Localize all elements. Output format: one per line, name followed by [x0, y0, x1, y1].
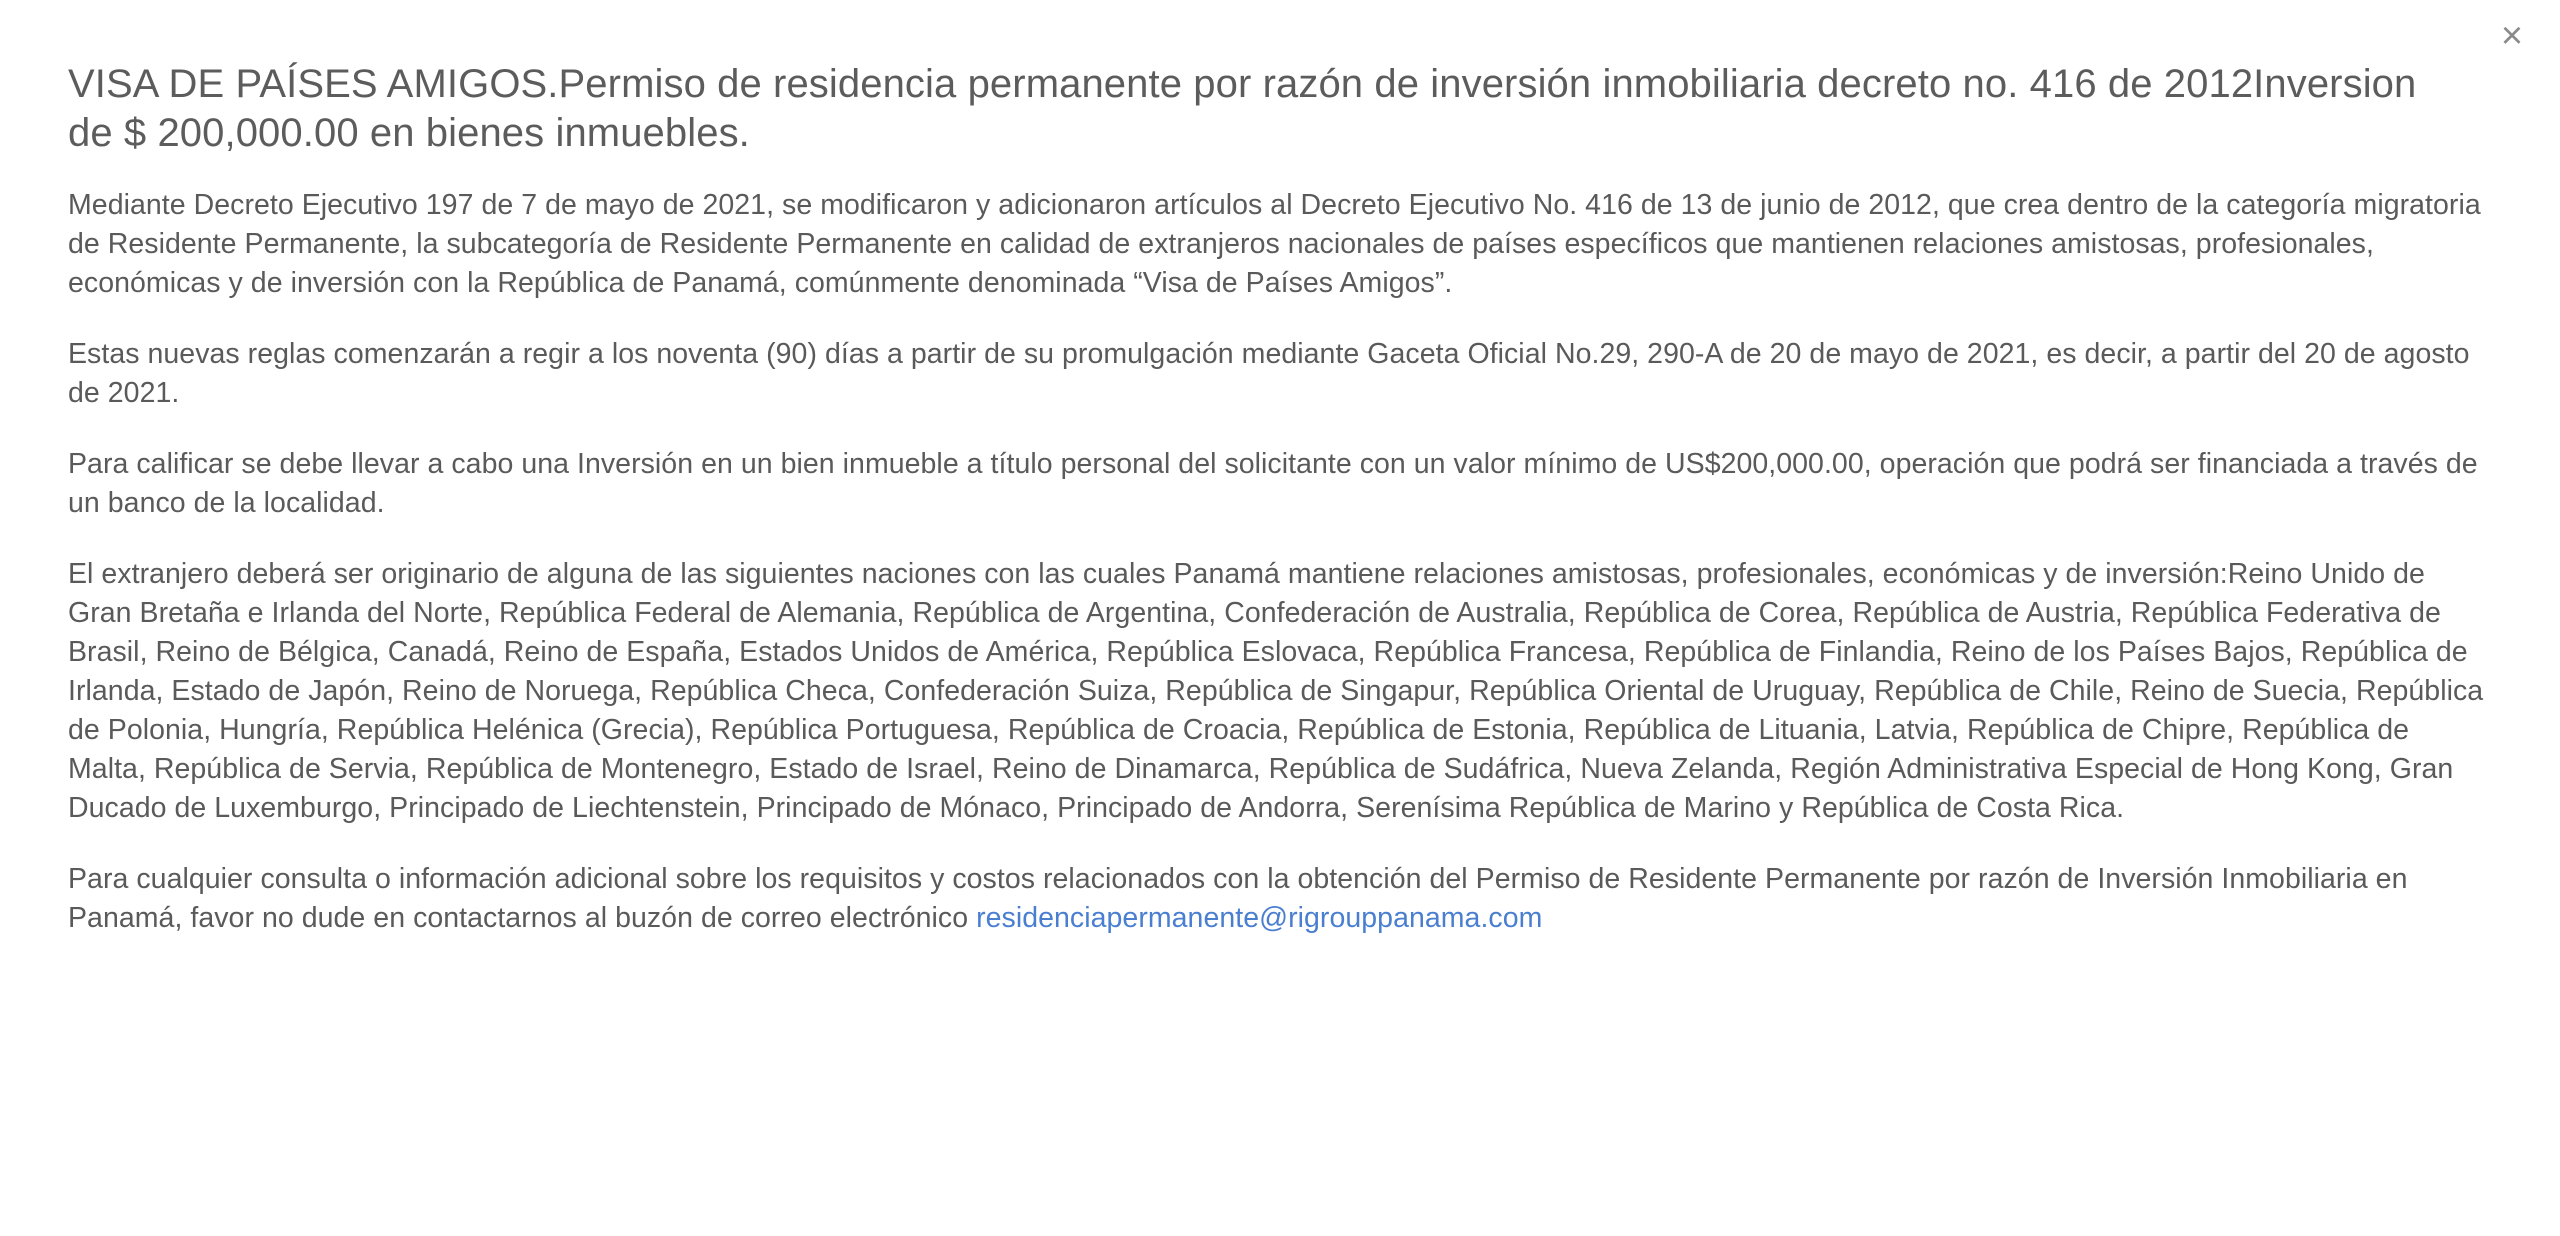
close-icon[interactable]: ×: [2500, 15, 2524, 57]
page-title: VISA DE PAÍSES AMIGOS.Permiso de residencia permanente por razón de inversión inmobiliaria decreto no. 416 de 2012Inversion de $ 200,000.00 en bienes inmuebles.: [68, 62, 2417, 155]
paragraph-decreto: Mediante Decreto Ejecutivo 197 de 7 de mayo de 2021, se modificaron y adicionaron artículos al Decreto Ejecutivo No. 416 de 13 de junio de 2012, que crea dentro de la categoría migratoria de Residente Permanente, la subcategoría de Residente Permanente en calidad de extranjeros nacionales de países específicos que mantienen relaciones amistosas, profesionales, económicas y de inversión con la República de Panamá, comúnmente denominada “Visa de Países Amigos”.: [68, 188, 2481, 299]
paragraph-contacto: [68, 860, 2492, 938]
contact-text: Para cualquier consulta o información adicional sobre los requisitos y costos relacionados con la obtención del Permiso de Residente Permanente por razón de Inversión Inmobiliaria en Panamá, favor no dude en contactarnos al buzón de correo electrónico: [68, 863, 2408, 935]
email-link[interactable]: residenciapermanente@rigrouppanama.com: [976, 902, 1543, 935]
paragraph-inversion: Para calificar se debe llevar a cabo una Inversión en un bien inmueble a título personal del solicitante con un valor mínimo de US$200,000.00, operación que podrá ser financiada a través de un banco de la localidad.: [68, 447, 2478, 519]
paragraph-reglas: Estas nuevas reglas comenzarán a regir a los noventa (90) días a partir de su promulgación mediante Gaceta Oficial No.29, 290-A de 20 de mayo de 2021, es decir, a partir del 20 de agosto de 2021.: [68, 337, 2470, 409]
paragraph-naciones: El extranjero deberá ser originario de alguna de las siguientes naciones con las cuales Panamá mantiene relaciones amistosas, profesionales, económicas y de inversión:Reino Unido de Gran Bretaña e Irlanda del Norte, República Federal de Alemania, República de Argentina, Confederación de Australia, República de Corea, República de Austria, República Federativa de Brasil, Reino de Bélgica, Canadá, Reino de España, Estados Unidos de América, República Eslovaca, República Francesa, República de Finlandia, Reino de los Países Bajos, República de Irlanda, Estado de Japón, Reino de Noruega, República Checa, Confederación Suiza, República de Singapur, República Oriental de Uruguay, República de Chile, Reino de Suecia, República de Polonia, Hungría, República Helénica (Grecia), República Portuguesa, República de Croacia, República de Estonia, República de Lituania, Latvia, República de Chipre, República de Malta, República de Servia, República de Montenegro, Estado de Israel, Reino de Dinamarca, República de Sudáfrica, Nueva Zelanda, Región Administrativa Especial de Hong Kong, Gran Ducado de Luxemburgo, Principado de Liechtenstein, Principado de Mónaco, Principado de Andorra, Serenísima República de Marino y República de Costa Rica.: [68, 557, 2484, 824]
